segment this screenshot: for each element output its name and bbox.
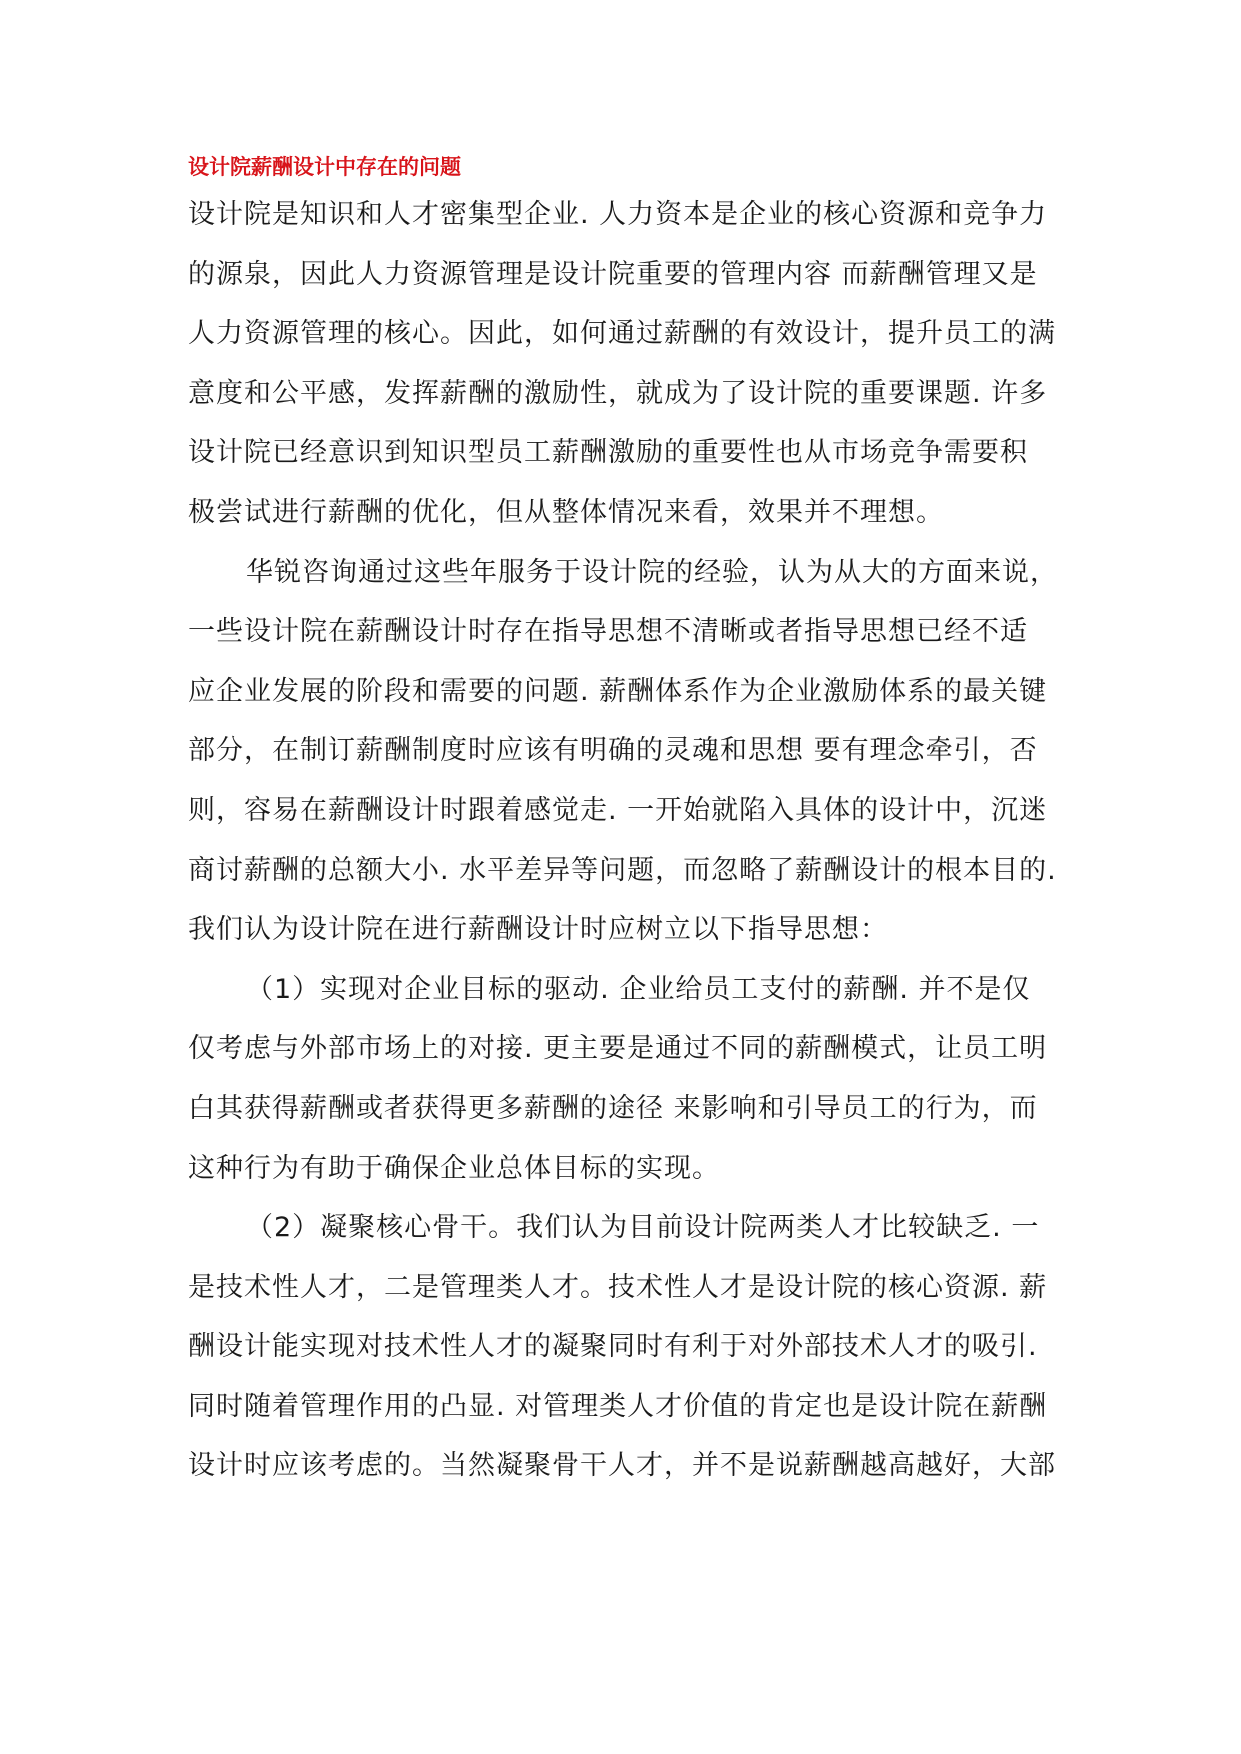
text-line: 极尝试进行薪酬的优化，但从整体情况来看，效果并不理想。: [188, 496, 944, 528]
text-line: 商讨薪酬的总额大小. 水平差异等问题，而忽略了薪酬设计的根本目的.: [188, 854, 1057, 886]
document-body: [188, 185, 1068, 1496]
text-line: 设计时应该考虑的。当然凝聚骨干人才，并不是说薪酬越高越好，大部: [188, 1450, 1056, 1482]
text-line: 仅考虑与外部市场上的对接. 更主要是通过不同的薪酬模式，让员工明: [188, 1033, 1048, 1065]
text-line: 应企业发展的阶段和需要的问题. 薪酬体系作为企业激励体系的最关键: [188, 675, 1048, 707]
document-title: 设计院薪酬设计中存在的问题: [188, 155, 461, 179]
text-line: 华锐咨询通过这些年服务于设计院的经验，认为从大的方面来说，: [246, 556, 1058, 588]
text-line: 我们认为设计院在进行薪酬设计时应树立以下指导思想：: [188, 914, 888, 946]
text-line: 是技术性人才，二是管理类人才。技术性人才是设计院的核心资源. 薪: [188, 1271, 1048, 1303]
text-line: （1）实现对企业目标的驱动. 企业给员工支付的薪酬. 并不是仅: [246, 973, 1031, 1005]
text-line: 设计院是知识和人才密集型企业. 人力资本是企业的核心资源和竞争力: [188, 199, 1048, 230]
text-line: 则，容易在薪酬设计时跟着感觉走. 一开始就陷入具体的设计中，沉迷: [188, 794, 1048, 826]
text-line: 设计院已经意识到知识型员工薪酬激励的重要性也从市场竞争需要积: [188, 437, 1028, 469]
text-line: 意度和公平感，发挥薪酬的激励性，就成为了设计院的重要课题. 许多: [188, 377, 1048, 409]
text-line: （2）凝聚核心骨干。我们认为目前设计院两类人才比较缺乏. 一: [246, 1212, 1040, 1244]
text-line: 白其获得薪酬或者获得更多薪酬的途径 来影响和引导员工的行为，而: [188, 1092, 1038, 1124]
text-line: 同时随着管理作用的凸显. 对管理类人才价值的肯定也是设计院在薪酬: [188, 1390, 1048, 1422]
text-line: 部分，在制订薪酬制度时应该有明确的灵魂和思想 要有理念牵引，否: [188, 735, 1038, 767]
text-line: 这种行为有助于确保企业总体目标的实现。: [188, 1152, 720, 1184]
text-line: 的源泉，因此人力资源管理是设计院重要的管理内容 而薪酬管理又是: [188, 258, 1038, 290]
text-line: 一些设计院在薪酬设计时存在指导思想不清晰或者指导思想已经不适: [188, 616, 1028, 648]
text-line: 人力资源管理的核心。因此，如何通过薪酬的有效设计，提升员工的满: [188, 318, 1056, 350]
text-line: 酬设计能实现对技术性人才的凝聚同时有利于对外部技术人才的吸引.: [188, 1331, 1038, 1363]
